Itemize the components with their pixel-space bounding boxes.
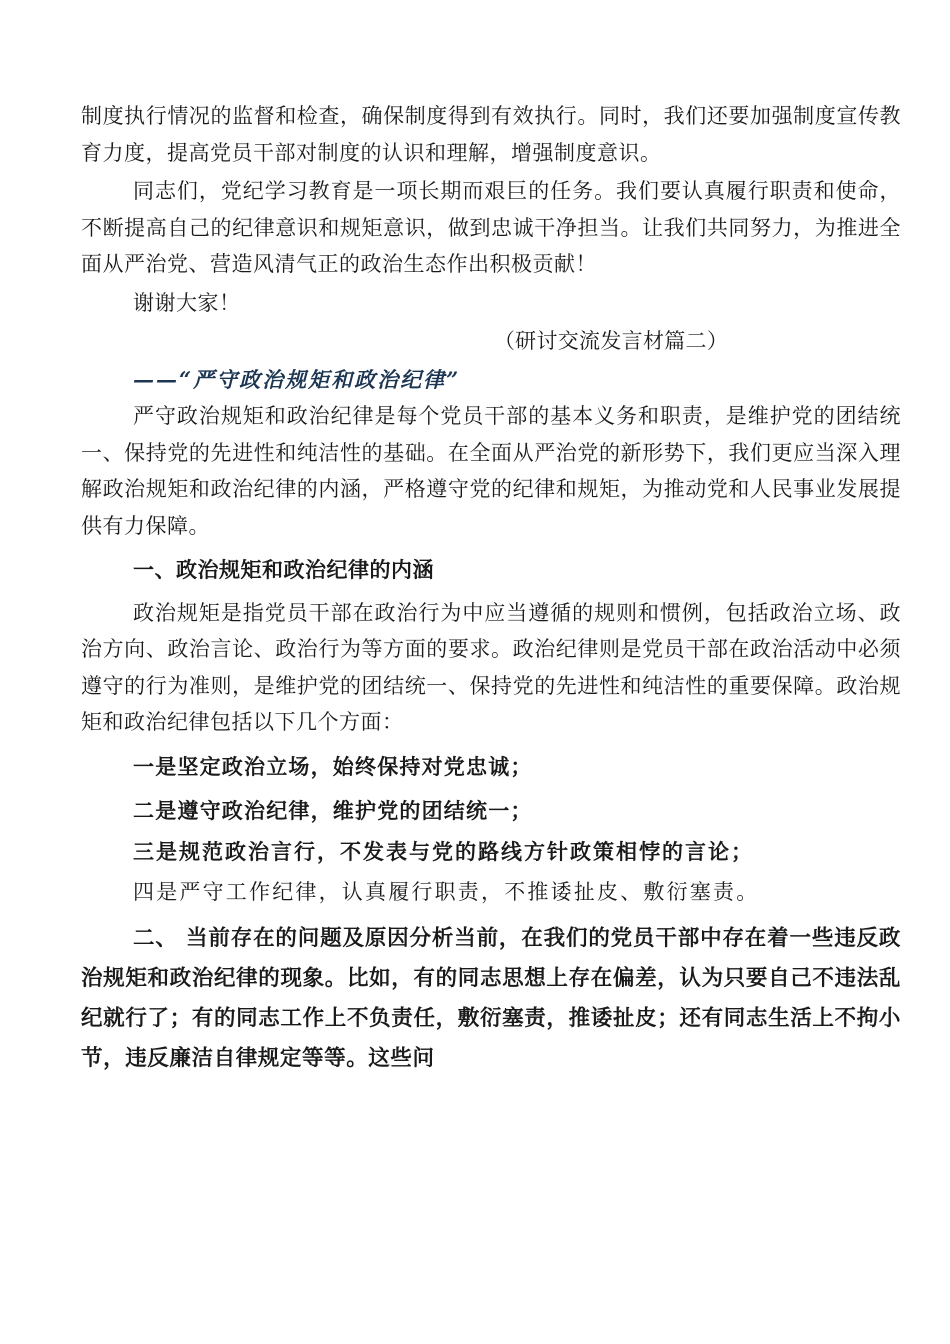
definition-paragraph: 政治规矩是指党员干部在政治行为中应当遵循的规则和惯例，包括政治立场、政治方向、政治言论、政治行为等方面的要求。政治纪律则是党员干部在政治活动中必须遵守的行为准则，是维护党的团结统一、保持党的先进性和纯洁性的重要保障。政治规矩和政治纪律包括以下几个方面： (81, 600, 901, 734)
paragraph-continued: 制度执行情况的监督和检查，确保制度得到有效执行。同时，我们还要加强制度宣传教育力度，提高党员干部对制度的认识和理解，增强制度意识。 (81, 104, 901, 165)
document-page (81, 98, 901, 1079)
list-item: 二是遵守政治纪律，维护党的团结统一； (133, 798, 533, 823)
list-item: 四是严守工作纪律，认真履行职责，不推诿扯皮、敷衍塞责。 (133, 880, 760, 904)
heading-1: 一、政治规矩和政治纪律的内涵 (133, 558, 434, 582)
intro-paragraph: 严守政治规矩和政治纪律是每个党员干部的基本义务和职责，是维护党的团结统一、保持党的先进性和纯洁性的基础。在全面从严治党的新形势下，我们更应当深入理解政治规矩和政治纪律的内涵，严格遵守党的纪律和规矩，为推动党和人民事业发展提供有力保障。 (81, 404, 901, 538)
problems-paragraph: 二、 当前存在的问题及原因分析当前，在我们的党员干部中存在着一些违反政治规矩和政治纪律的现象。比如，有的同志思想上存在偏差，认为只要自己不违法乱纪就行了；有的同志工作上不负责任，敷衍塞责，推诿扯皮；还有同志生活上不拘小节，违反廉洁自律规定等等。这些问 (81, 925, 901, 1071)
thanks-line: 谢谢大家！ (133, 290, 241, 315)
paragraph-closing: 同志们，党纪学习教育是一项长期而艰巨的任务。我们要认真履行职责和使命，不断提高自己的纪律意识和规矩意识，做到忠诚干净担当。让我们共同努力，为推进全面从严治党、营造风清气正的政治生态作出积极贡献！ (81, 179, 901, 276)
list-item: 三是规范政治言行，不发表与党的路线方针政策相悖的言论； (133, 838, 754, 864)
section-note: （研讨交流发言材篇二） (493, 329, 729, 353)
section-subtitle: ——“严守政治规矩和政治纪律” (133, 366, 461, 392)
list-item: 一是坚定政治立场，始终保持对党忠诚； (133, 753, 533, 779)
